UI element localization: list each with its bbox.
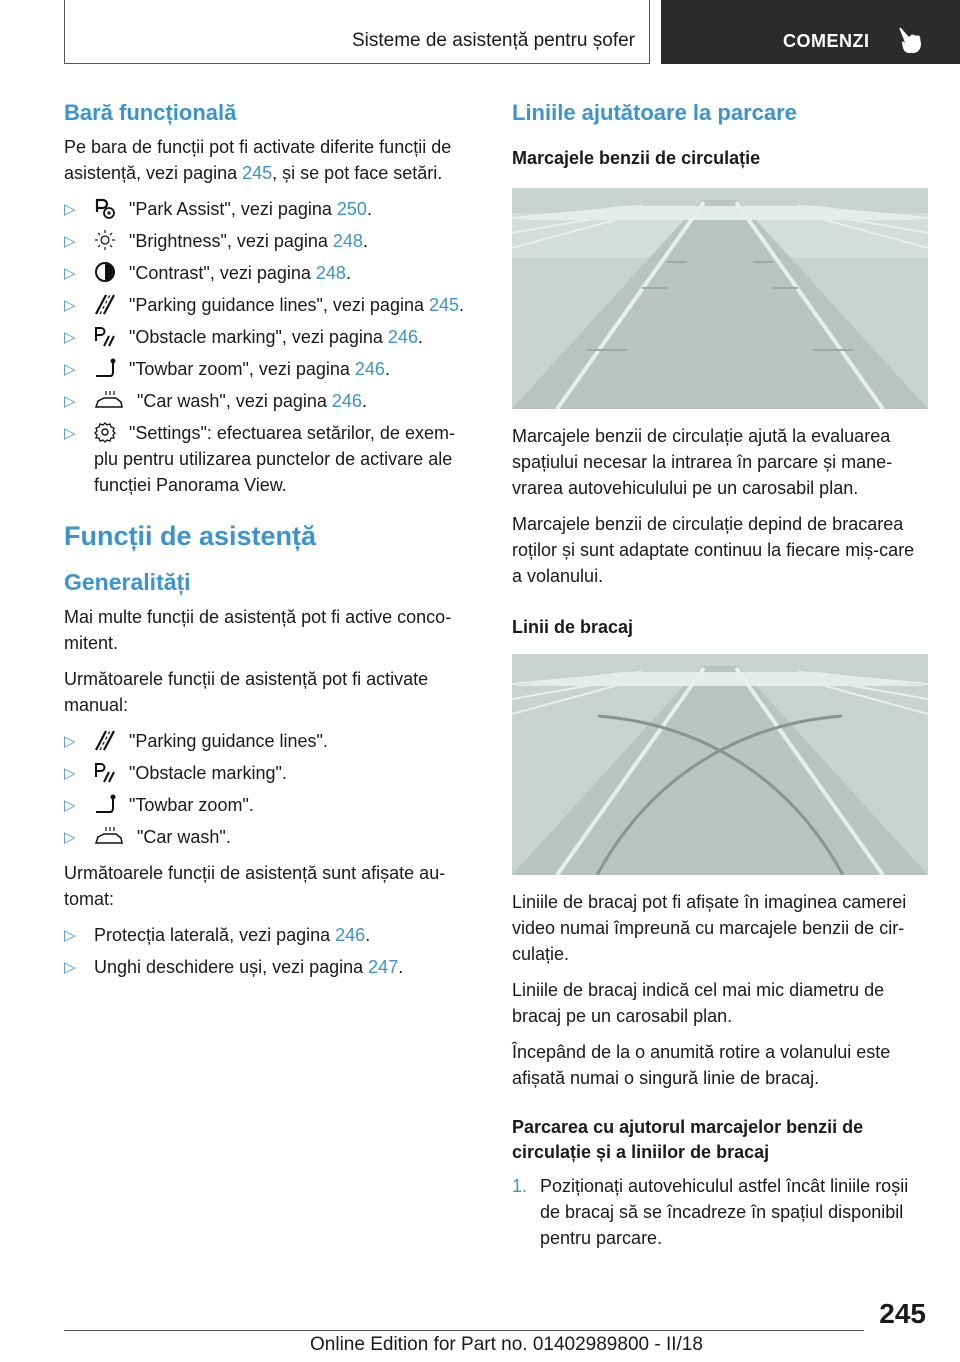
heading-parking-lines: Liniile ajutătoare la parcare xyxy=(512,100,797,125)
auto-functions-list xyxy=(64,922,478,980)
page-link[interactable]: 248 xyxy=(315,263,346,284)
header-chapter-box xyxy=(661,0,960,64)
bullet-triangle-icon: ▷ xyxy=(64,829,76,847)
turn-paragraph-1: Liniile de bracaj pot fi afișate în imaginea camerei video numai împreună cu marcajele benzii de cir-culație. xyxy=(512,891,907,964)
step-number: 1. xyxy=(512,1176,528,1197)
page-link[interactable]: 247 xyxy=(368,957,399,978)
page-link[interactable]: 246 xyxy=(335,925,366,946)
list-item: ▷ "Settings": efectuarea setărilor, de exem-plu pentru utilizarea punctelor de activare ale funcției Panorama View. xyxy=(64,423,455,496)
page-link[interactable]: 250 xyxy=(336,199,367,220)
bullet-triangle-icon: ▷ xyxy=(64,329,76,347)
park-assist-icon xyxy=(94,197,116,219)
settings-icon xyxy=(94,421,116,443)
car-wash-icon xyxy=(94,825,124,847)
bullet-triangle-icon: ▷ xyxy=(64,201,76,219)
turning-lines-image xyxy=(512,654,928,875)
list-item: ▷ "Towbar zoom". xyxy=(64,792,478,818)
obstacle-marking-icon xyxy=(94,761,116,783)
list-item: ▷ "Brightness", vezi pagina 248. xyxy=(64,228,478,254)
list-item: ▷ "Obstacle marking", vezi pagina 246. xyxy=(64,324,478,350)
heading-assist-functions: Funcții de asistență xyxy=(64,521,317,552)
page-link[interactable]: 246 xyxy=(387,327,418,348)
section-title: Sisteme de asistență pentru șofer xyxy=(351,30,635,51)
turn-paragraph-3: Începând de la o anumită rotire a volanului este afișată numai o singură linie de bracaj. xyxy=(512,1041,891,1088)
lane-paragraph-1: Marcajele benzii de circulație ajută la evaluarea spațiului necesar la intrarea în parcare și mane-vrarea autovehiculului pe un carosabil plan. xyxy=(512,425,893,498)
list-item: ▷ "Car wash". xyxy=(64,824,478,850)
list-item: ▷ "Car wash", vezi pagina 246. xyxy=(64,388,478,414)
page-number: 245 xyxy=(879,1298,926,1329)
bullet-triangle-icon: ▷ xyxy=(64,765,76,783)
towbar-zoom-icon xyxy=(94,793,116,815)
car-wash-icon xyxy=(94,389,124,411)
list-item: ▷ "Parking guidance lines". xyxy=(64,728,478,754)
heading-general: Generalități xyxy=(64,568,191,595)
page-link[interactable]: 245 xyxy=(428,295,460,316)
bullet-triangle-icon: ▷ xyxy=(64,393,76,411)
header-section-box xyxy=(64,0,650,64)
brightness-icon xyxy=(94,229,116,251)
manual-functions-list xyxy=(64,728,478,850)
bullet-triangle-icon: ▷ xyxy=(64,733,76,751)
towbar-zoom-icon xyxy=(94,357,116,379)
page-link[interactable]: 246 xyxy=(331,391,362,412)
bullet-triangle-icon: ▷ xyxy=(64,425,76,443)
parking-guidance-lines-icon xyxy=(94,293,116,315)
heading-lane-markings: Marcajele benzii de circulație xyxy=(512,148,761,169)
parking-steps xyxy=(512,1173,928,1251)
list-item: ▷ "Contrast", vezi pagina 248. xyxy=(64,260,478,286)
footer-divider xyxy=(64,1330,864,1331)
list-item: ▷ "Towbar zoom", vezi pagina 246. xyxy=(64,356,478,382)
list-item: ▷ Protecția laterală, vezi pagina 246. xyxy=(64,922,478,948)
list-item: ▷ "Obstacle marking". xyxy=(64,760,478,786)
pointing-hand-icon xyxy=(897,26,923,54)
chapter-title: COMENZI xyxy=(783,31,870,51)
parking-guidance-lines-icon xyxy=(94,729,116,751)
footer-edition: Online Edition for Part no. 01402989800 - II/18 xyxy=(310,1334,703,1355)
bullet-triangle-icon: ▷ xyxy=(64,927,76,945)
list-item: 1. Poziționați autovehiculul astfel încât liniile roșii de bracaj să se încadreze în spațiul disponibil pentru parcare. xyxy=(512,1173,928,1251)
function-bar-intro: Pe bara de funcții pot fi activate diferite funcții de asistență, vezi pagina 245, și se pot face setări. xyxy=(64,137,452,184)
bullet-triangle-icon: ▷ xyxy=(64,959,76,977)
bullet-triangle-icon: ▷ xyxy=(64,265,76,283)
bullet-triangle-icon: ▷ xyxy=(64,297,76,315)
contrast-icon xyxy=(94,261,116,283)
list-item: ▷ "Park Assist", vezi pagina 250. xyxy=(64,196,478,222)
general-paragraph-2: Următoarele funcții de asistență pot fi activate manual: xyxy=(64,669,429,716)
page-link[interactable]: 245 xyxy=(242,163,273,184)
page-link[interactable]: 246 xyxy=(354,359,385,380)
bullet-triangle-icon: ▷ xyxy=(64,361,76,379)
bullet-triangle-icon: ▷ xyxy=(64,797,76,815)
left-column xyxy=(64,100,478,990)
lane-paragraph-2: Marcajele benzii de circulație depind de bracarea roților și sunt adaptate continuu la fiecare miș-care a volanului. xyxy=(512,513,915,586)
turn-paragraph-2: Liniile de bracaj indică cel mai mic diametru de bracaj pe un carosabil plan. xyxy=(512,979,885,1026)
auto-paragraph: Următoarele funcții de asistență sunt afișate au-tomat: xyxy=(64,863,446,910)
function-bar-list xyxy=(64,196,478,498)
heading-parking-with-lines: Parcarea cu ajutorul marcajelor benzii de circulație și a liniilor de bracaj xyxy=(512,1116,864,1162)
lane-markings-image xyxy=(512,188,928,409)
list-item: ▷ Unghi deschidere uși, vezi pagina 247. xyxy=(64,954,478,980)
bullet-triangle-icon: ▷ xyxy=(64,233,76,251)
list-item: ▷ "Parking guidance lines", vezi pagina 245. xyxy=(64,292,478,318)
page-link[interactable]: 248 xyxy=(332,231,363,252)
heading-function-bar: Bară funcțională xyxy=(64,100,237,125)
general-paragraph-1: Mai multe funcții de asistență pot fi active conco-mitent. xyxy=(64,607,452,654)
heading-turning-lines: Linii de bracaj xyxy=(512,616,634,637)
obstacle-marking-icon xyxy=(94,325,116,347)
right-column xyxy=(512,100,928,1251)
